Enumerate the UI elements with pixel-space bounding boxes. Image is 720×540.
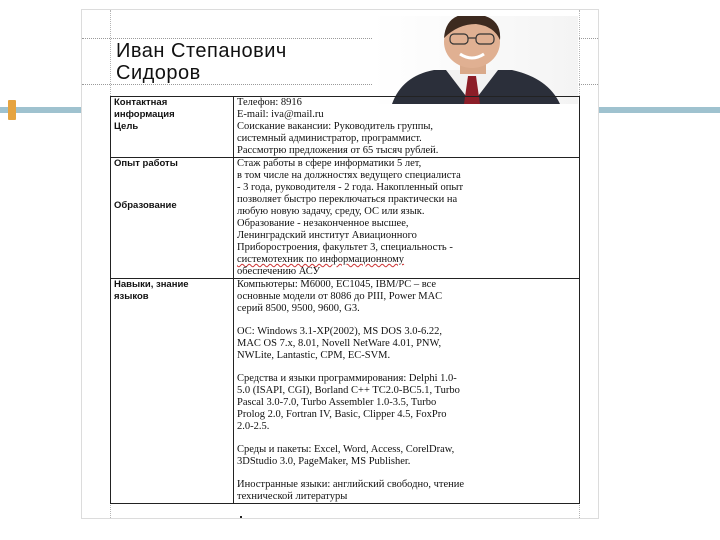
email-text: E-mail: iva@mail.ru xyxy=(237,109,324,120)
skills-programming-line: Prolog 2.0, Fortran IV, Basic, Clipper 4.5, FoxPro xyxy=(237,409,447,420)
goal-line: Рассмотрю предложения от 65 тысяч рублей. xyxy=(237,145,439,156)
goal-line: Соискание вакансии: Руководитель группы, xyxy=(237,121,433,132)
skills-languages-line: технической литературы xyxy=(237,491,348,502)
resume-table xyxy=(110,96,580,504)
skills-programming-line: Средства и языки программирования: Delphi 1.0- xyxy=(237,373,457,384)
experience-line: в том числе на должностях ведущего специалиста xyxy=(237,170,461,181)
experience-line: позволяет быстро переключаться практически на xyxy=(237,194,458,205)
slide-accent-square xyxy=(8,100,16,120)
skills-packages-line: Среды и пакеты: Excel, Word, Access, CorelDraw, xyxy=(237,444,455,455)
table-row xyxy=(111,279,580,504)
businessman-photo-icon xyxy=(372,16,578,104)
text-cursor xyxy=(240,516,242,518)
skills-label-line-1: Навыки, знание xyxy=(114,279,189,290)
skills-programming-line: Pascal 3.0-7.0, Turbo Assembler 1.0-3.5, Turbo xyxy=(237,397,437,408)
skills-computers-line: серий 8500, 9500, 9600, G3. xyxy=(237,303,360,314)
table-row xyxy=(111,158,580,279)
experience-line: Стаж работы в сфере информатики 5 лет, xyxy=(237,158,422,169)
skills-programming-line: 5.0 (ISAPI, CGI), Borland C++ TC2.0-BC5.1, Turbo xyxy=(237,385,460,396)
contact-label xyxy=(111,97,234,158)
contact-label-line-1: Контактная xyxy=(114,97,168,108)
experience-label-text: Опыт работы xyxy=(114,158,178,169)
education-line: обеспечению АСУ xyxy=(237,266,321,277)
education-label: Образование xyxy=(114,200,177,211)
table-row xyxy=(111,97,580,158)
skills-os-line: ОС: Windows 3.1-XP(2002), MS DOS 3.0-6.22, xyxy=(237,326,443,337)
skills-languages-line: Иностранные языки: английский свободно, чтение xyxy=(237,479,465,490)
experience-label xyxy=(111,158,234,279)
skills-os-line: MAC OS 7.x, 8.01, Novell NetWare 4.01, PNW, xyxy=(237,338,442,349)
contact-value xyxy=(234,97,580,158)
skills-label-line-2: языков xyxy=(114,291,149,302)
education-line: Ленинградский институт Авиационного xyxy=(237,230,417,241)
goal-line: системный администратор, программист. xyxy=(237,133,422,144)
name-line-1: Иван Степанович xyxy=(116,40,287,62)
contact-label-line-2: информация xyxy=(114,109,175,120)
skills-programming-line: 2.0-2.5. xyxy=(237,421,270,432)
education-line: системотехник по информационному xyxy=(237,254,405,265)
resume-document xyxy=(82,10,598,518)
name-line-2: Сидоров xyxy=(116,62,201,84)
skills-computers-line: основные модели от 8086 до PIII, Power MAC xyxy=(237,291,443,302)
skills-value xyxy=(234,279,580,504)
phone-text: Телефон: 8916 xyxy=(237,97,302,108)
experience-value xyxy=(234,158,580,279)
experience-line: - 3 года, руководителя - 2 года. Накопленный опыт xyxy=(237,182,464,193)
skills-label xyxy=(111,279,234,504)
experience-line: любую новую задачу, среду, ОС или язык. xyxy=(237,206,425,217)
skills-packages-line: 3DStudio 3.0, PageMaker, MS Publisher. xyxy=(237,456,411,467)
goal-label: Цель xyxy=(114,121,139,132)
skills-computers-line: Компьютеры: М6000, ЕС1045, IBM/PC – все xyxy=(237,279,437,290)
education-line: Приборостроения, факультет 3, специальность - xyxy=(237,242,453,253)
skills-os-line: NWLite, Lantastic, CPM, EC-SVM. xyxy=(237,350,391,361)
candidate-name xyxy=(116,40,287,84)
education-line: Образование - незаконченное высшее, xyxy=(237,218,409,229)
